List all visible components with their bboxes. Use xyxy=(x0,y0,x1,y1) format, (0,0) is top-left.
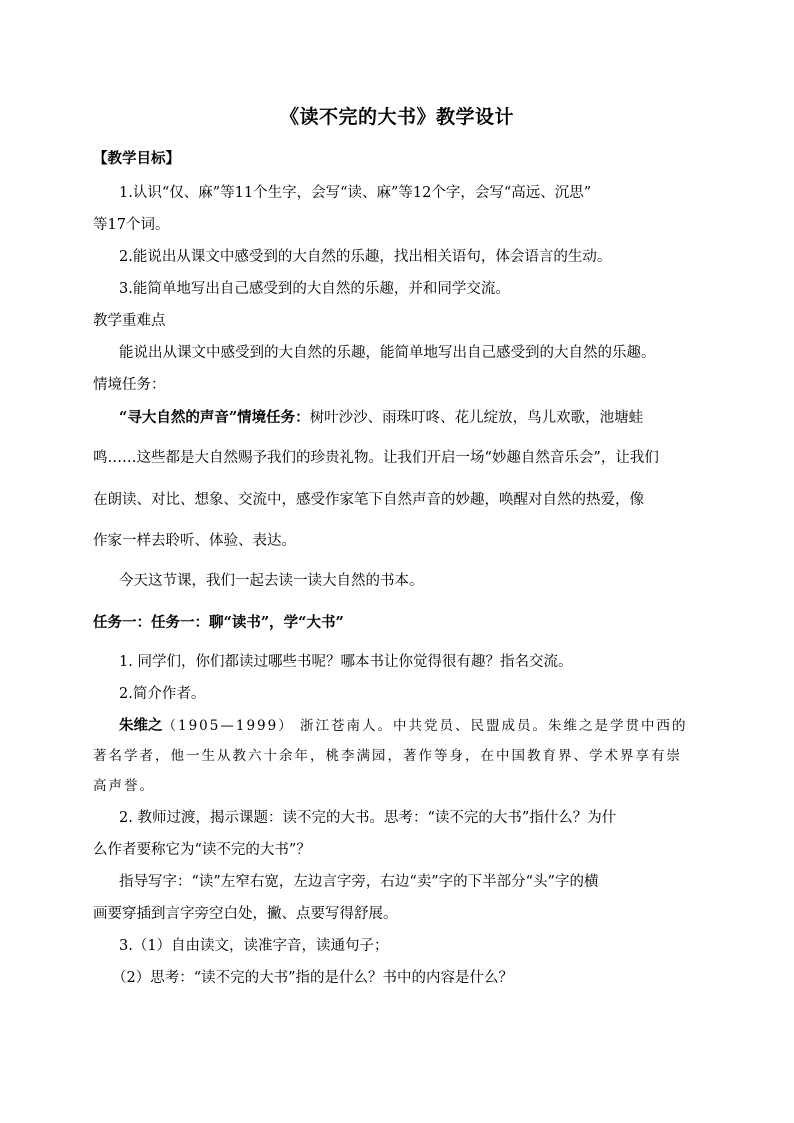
task-1-step-3-line-1: 2. 教师过渡，揭示课题：读不完的大书。思考：“读不完的大书”指什么？为什 xyxy=(119,810,617,826)
scenario-label: “寻大自然的声音”情境任务： xyxy=(119,409,310,426)
scenario-line-1-text: 树叶沙沙、雨珠叮咚、花儿绽放，鸟儿欢歌，池塘蛙 xyxy=(309,410,644,426)
objective-3: 3.能简单地写出自己感受到的大自然的乐趣，并和同学交流。 xyxy=(119,281,510,297)
key-points-text: 能说出从课文中感受到的大自然的乐趣，能简单地写出自己感受到的大自然的乐趣。 xyxy=(119,345,656,361)
objective-2: 2.能说出从课文中感受到的大自然的乐趣，找出相关语句，体会语言的生动。 xyxy=(119,249,612,265)
scenario-line-1 xyxy=(119,408,643,428)
writing-guide-line-2: 画要穿插到言字旁空白处，撇、点要写得舒展。 xyxy=(93,906,398,922)
objective-1-line-1: 1.认识“仅、麻”等11个生字，会写“读、麻”等12个字，会写“高远、沉思” xyxy=(119,185,592,201)
author-name: 朱维之 xyxy=(119,717,163,734)
task-1-step-2: 2.简介作者。 xyxy=(119,686,206,702)
task-1-step-4-part-2: （2）思考：“读不完的大书”指的是什么？书中的内容是什么？ xyxy=(112,970,514,986)
document-title: 《读不完的大书》教学设计 xyxy=(279,106,514,128)
scenario-line-3: 在朗读、对比、想象、交流中，感受作家笔下自然声音的妙趣，唤醒对自然的热爱，像 xyxy=(93,492,644,508)
task-1-heading: 任务一：任务一：聊“读书”，学“大书” xyxy=(93,614,344,631)
task-1-step-3-line-2: 么作者要称它为“读不完的大书”？ xyxy=(93,842,311,858)
section-heading-objectives: 【教学目标】 xyxy=(93,150,180,167)
today-lesson-text: 今天这节课，我们一起去读一读大自然的书本。 xyxy=(119,573,424,589)
author-bio-line-1 xyxy=(119,716,688,736)
author-bio-line-2: 著名学者，他一生从教六十余年，桃李满园，著作等身，在中国教育界、学术界享有崇 xyxy=(93,748,682,764)
author-bio-line-1-text: （1905—1999） 浙江苍南人。中共党员、民盟成员。朱维之是学贯中西的 xyxy=(162,718,688,734)
writing-guide-line-1: 指导写字：“读”左窄右宽，左边言字旁，右边“卖”字的下半部分“头”字的横 xyxy=(119,874,599,890)
task-1-step-4-part-1: 3.（1）自由读文，读准字音，读通句子； xyxy=(119,938,389,954)
task-1-step-1: 1. 同学们，你们都读过哪些书呢？哪本书让你觉得很有趣？指名交流。 xyxy=(119,654,573,670)
objective-1-line-2: 等17个词。 xyxy=(93,217,170,233)
scenario-line-4: 作家一样去聆听、体验、表达。 xyxy=(93,533,296,549)
section-heading-scenario: 情境任务： xyxy=(93,377,166,393)
scenario-line-2: 鸣……这些都是大自然赐予我们的珍贵礼物。让我们开启一场“妙趣自然音乐会”，让我们 xyxy=(93,450,659,466)
section-heading-key-points: 教学重难点 xyxy=(93,313,166,329)
author-bio-line-3: 高声誉。 xyxy=(93,778,155,794)
